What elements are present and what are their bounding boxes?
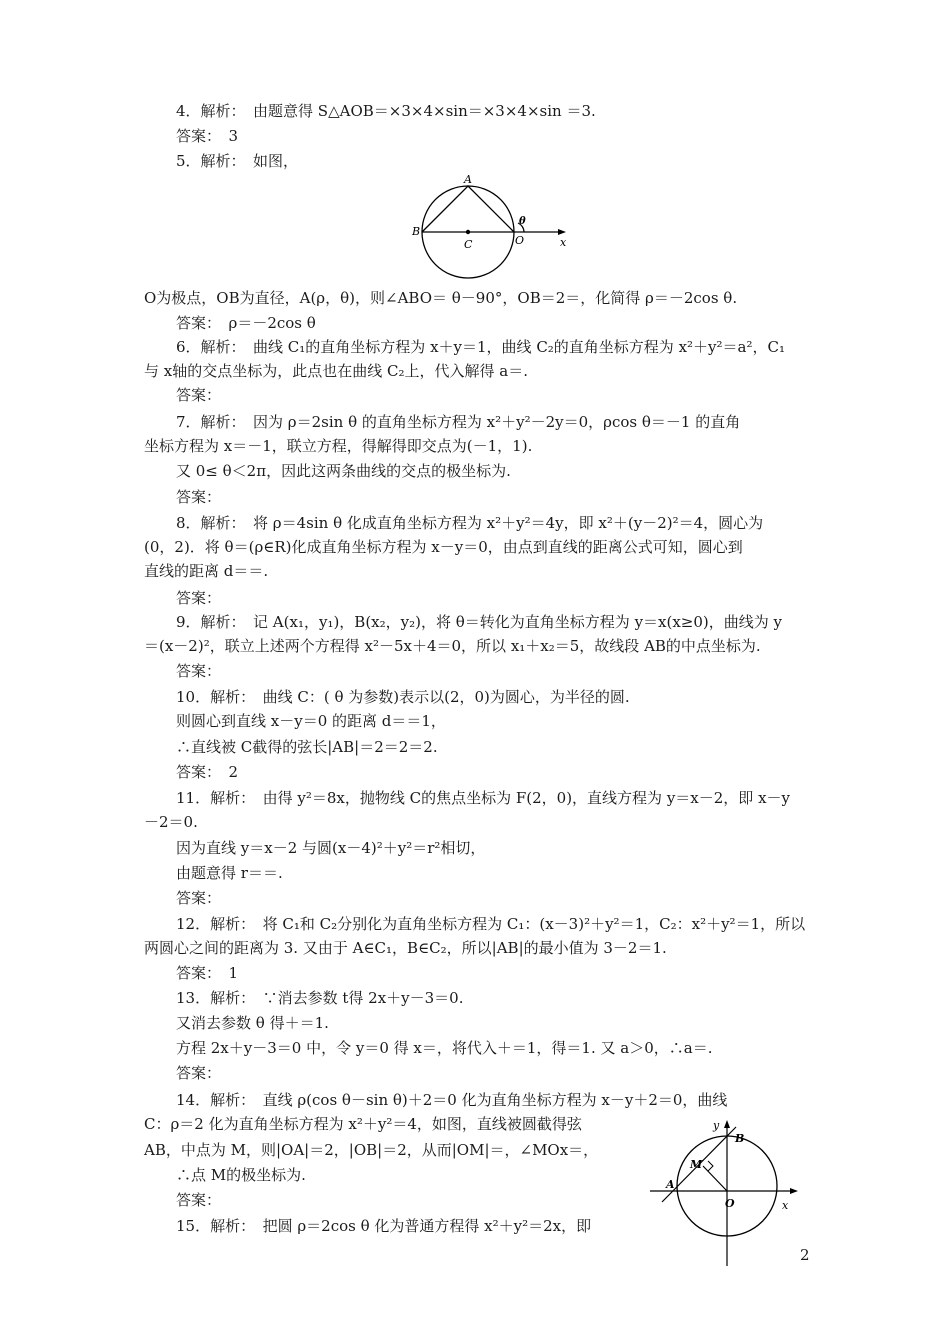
text-line: 两圆心之间的距离为 3. 又由于 A∈C₁，B∈C₂，所以|AB|的最小值为 3－2＝1. <box>144 939 667 957</box>
text-line: 6．解析： 曲线 C₁的直角坐标方程为 x＋y＝1，曲线 C₂的直角坐标方程为 x²＋y²＝a²，C₁ <box>176 338 785 356</box>
text-line: 直线的距离 d＝＝. <box>144 562 269 580</box>
text-line: 因为直线 y＝x－2 与圆(x－4)²＋y²＝r²相切， <box>176 839 486 857</box>
page-number: 2 <box>800 1246 810 1264</box>
text-line: 14．解析： 直线 ρ(cos θ－sin θ)＋2＝0 化为直角坐标方程为 x－y＋2＝0，曲线 <box>176 1091 728 1109</box>
text-line: 又消去参数 θ 得＋＝1. <box>176 1014 329 1032</box>
label-o: O <box>725 1197 735 1210</box>
text-line: 由题意得 r＝＝. <box>176 864 283 882</box>
text-line: AB，中点为 M，则|OA|＝2，|OB|＝2，从而|OM|＝，∠MOx＝， <box>144 1141 599 1159</box>
text-line: 答案： <box>176 662 222 680</box>
label-x: x <box>560 236 567 249</box>
text-line: 则圆心到直线 x－y＝0 的距离 d＝＝1， <box>176 712 446 730</box>
triangle-abo <box>422 186 514 232</box>
text-line: 答案： 2 <box>176 763 239 781</box>
center-point <box>466 230 470 234</box>
text-line: 5．解析： 如图， <box>176 152 299 170</box>
segment-om <box>703 1166 727 1191</box>
label-o: O <box>515 234 525 247</box>
label-c: C <box>464 238 473 251</box>
figure-circle-line <box>640 1116 810 1272</box>
text-line: ∴点 M的极坐标为. <box>176 1166 306 1184</box>
label-a: A <box>666 1178 675 1191</box>
label-m: M <box>690 1158 703 1171</box>
right-angle-mark <box>708 1161 713 1171</box>
label-x: x <box>782 1199 789 1212</box>
text-line: C：ρ＝2 化为直角坐标方程为 x²＋y²＝4，如图，直线被圆截得弦 <box>144 1115 582 1133</box>
text-line: 答案： <box>176 1191 222 1209</box>
text-line: 答案： <box>176 589 222 607</box>
text-line: 15．解析： 把圆 ρ＝2cos θ 化为普通方程得 x²＋y²＝2x，即 <box>176 1217 592 1235</box>
text-line: －2＝0. <box>144 813 198 831</box>
text-line: 7．解析： 因为 ρ＝2sin θ 的直角坐标方程为 x²＋y²－2y＝0，ρcos θ＝－1 的直角 <box>176 413 741 431</box>
text-line: 与 x轴的交点坐标为，此点也在曲线 C₂上，代入解得 a＝. <box>144 362 528 380</box>
text-line: 又 0≤ θ＜2π，因此这两条曲线的交点的极坐标为. <box>176 462 511 480</box>
label-y: y <box>713 1119 720 1132</box>
text-line: ＝(x－2)²，联立上述两个方程得 x²－5x＋4＝0，所以 x₁＋x₂＝5，故线段 AB的中点坐标为. <box>144 637 761 655</box>
text-line: 方程 2x＋y－3＝0 中，令 y＝0 得 x＝，将代入＋＝1，得＝1. 又 a＞0，∴a＝. <box>176 1039 713 1057</box>
label-theta: θ <box>519 216 526 227</box>
figure-circle-polar <box>400 172 580 284</box>
text-line: 11．解析： 由得 y²＝8x，抛物线 C的焦点坐标为 F(2，0)，直线方程为 y＝x－2，即 x－y <box>176 789 791 807</box>
text-line: 答案： <box>176 386 222 404</box>
text-line: 答案： <box>176 889 222 907</box>
text-line: 答案： <box>176 488 222 506</box>
text-line: 10．解析： 曲线 C：( θ 为参数)表示以(2，0)为圆心，为半径的圆. <box>176 688 630 706</box>
y-axis-arrow <box>724 1120 730 1128</box>
text-line: 坐标方程为 x＝－1，联立方程，得解得即交点为(－1，1). <box>144 437 533 455</box>
text-line: 答案： 3 <box>176 127 239 145</box>
text-line: 答案： ρ＝－2cos θ <box>176 314 316 332</box>
text-line: 13．解析： ∵消去参数 t得 2x＋y－3＝0. <box>176 989 464 1007</box>
text-line: ∴直线被 C截得的弦长|AB|＝2＝2＝2. <box>176 738 438 756</box>
x-axis-arrow <box>790 1188 798 1194</box>
label-b: B <box>735 1132 745 1145</box>
text-line: 8．解析： 将 ρ＝4sin θ 化成直角坐标方程为 x²＋y²＝4y，即 x²＋(y－2)²＝4，圆心为 <box>176 514 764 532</box>
text-line: 4．解析： 由题意得 S△AOB＝×3×4×sin＝×3×4×sin ＝3. <box>176 102 596 120</box>
text-line: 答案： <box>176 1064 222 1082</box>
label-a: A <box>464 173 472 186</box>
text-line: (0，2)．将 θ＝(ρ∈R)化成直角坐标方程为 x－y＝0，由点到直线的距离公式可知，圆心到 <box>144 538 743 556</box>
text-line: O为极点，OB为直径，A(ρ，θ)，则∠ABO＝ θ－90°，OB＝2＝，化简得 ρ＝－2cos θ. <box>144 289 738 307</box>
label-b: B <box>412 225 421 238</box>
text-line: 12．解析： 将 C₁和 C₂分别化为直角坐标方程为 C₁：(x－3)²＋y²＝1，C₂：x²＋y²＝1，所以 <box>176 915 806 933</box>
x-axis-arrow <box>558 229 566 235</box>
text-line: 9．解析： 记 A(x₁，y₁)，B(x₂，y₂)，将 θ＝转化为直角坐标方程为 y＝x(x≥0)，曲线为 y <box>176 613 783 631</box>
text-line: 答案： 1 <box>176 964 239 982</box>
